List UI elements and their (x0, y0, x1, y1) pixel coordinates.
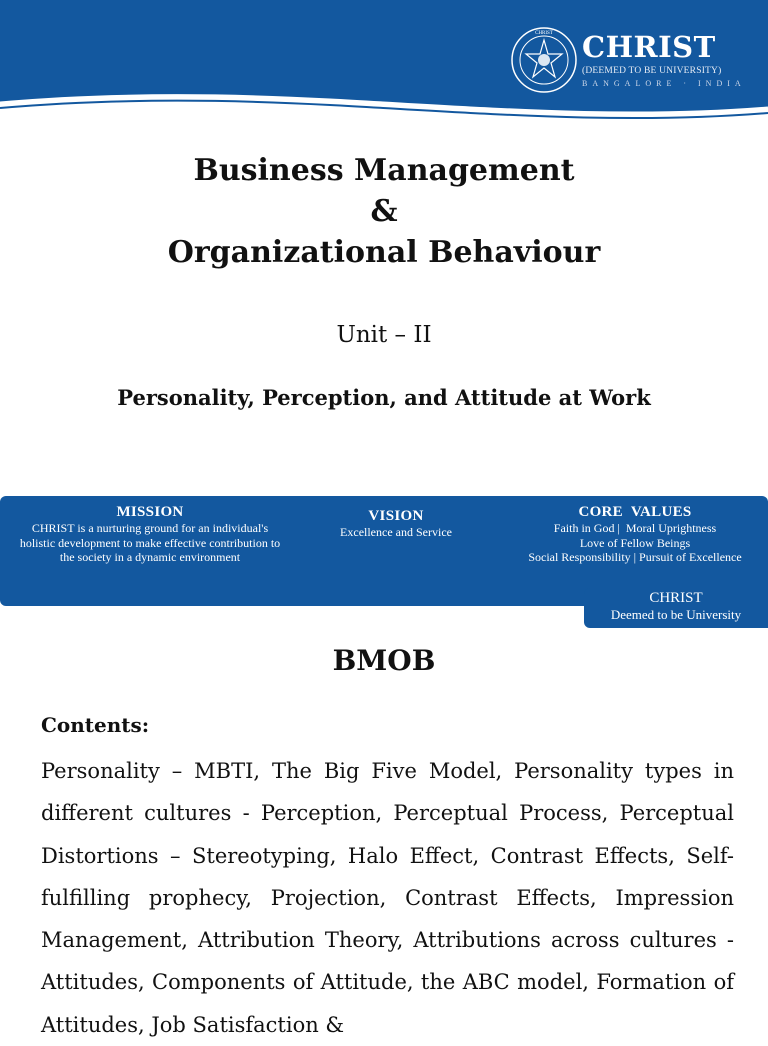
core-values-line-2: Love of Fellow Beings (579, 535, 691, 550)
title-line-2: & (370, 194, 398, 229)
core-values-section (505, 504, 765, 565)
vision-text: Excellence and Service (340, 525, 452, 539)
tab-line-2: Deemed to be University (610, 607, 742, 622)
title-line-1: Business Management (193, 153, 575, 188)
core-values-line-3: Social Responsibility | Pursuit of Excellence (528, 550, 742, 564)
mission-section (0, 504, 300, 565)
university-logo (510, 26, 750, 98)
mission-text-line-1: CHRIST is a nurturing ground for an individual's (31, 521, 269, 535)
core-values-line-1: Faith in God | Moral Uprightness (553, 521, 717, 535)
core-values-heading: CORE VALUES (578, 504, 692, 520)
seal-text: CHRIST (535, 31, 553, 36)
brand-subtitle: (DEEMED TO BE UNIVERSITY) (582, 66, 722, 76)
university-seal-icon (510, 26, 578, 94)
mission-text-line-3: the society in a dynamic environment (59, 550, 241, 564)
slide-header (0, 0, 768, 122)
document-heading: BMOB (332, 644, 436, 677)
mission-text-line-2: holistic development to make effective contribution to (19, 535, 281, 550)
unit-label: Unit – II (336, 322, 432, 348)
mission-heading: MISSION (116, 504, 184, 520)
contents-paragraph: Personality – MBTI, The Big Five Model, Personality types in different cultures - Perception, Perceptual Process, Perceptual Distortions – Stereotyping, Halo Effect, Contrast Effects, Self-fulfilling prophecy, Projection, Contrast Effects, Impression Management, Attribution Theory, Attributions across cultures - Attitudes, Components of Attitude, the ABC model, Formation of Attitudes, Job Satisfaction & (41, 759, 734, 1037)
brand-name: CHRIST (582, 30, 716, 64)
title-line-3: Organizational Behaviour (167, 235, 601, 270)
vision-heading: VISION (368, 508, 424, 524)
brand-location: BANGALORE · INDIA (582, 79, 746, 88)
university-tab (584, 588, 768, 628)
contents-label: Contents: (41, 713, 150, 737)
unit-subtitle: Personality, Perception, and Attitude at Work (117, 385, 651, 410)
vision-section (330, 508, 462, 540)
slide-title (0, 150, 768, 273)
tab-line-1: CHRIST (649, 590, 703, 606)
